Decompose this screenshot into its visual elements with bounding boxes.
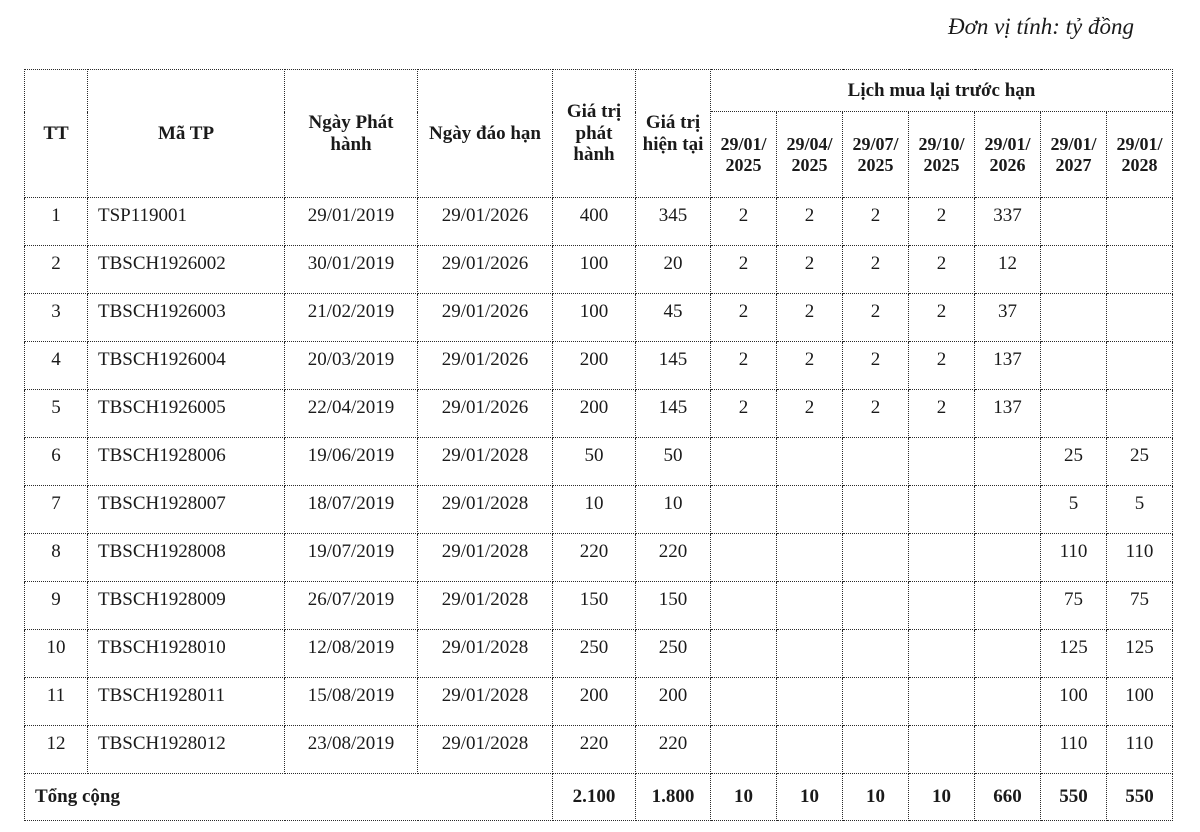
total-schedule-cell: 10 (843, 774, 909, 821)
cell-schedule: 2 (843, 246, 909, 294)
cell-schedule: 75 (1107, 582, 1173, 630)
cell-schedule: 100 (1041, 678, 1107, 726)
table-row (25, 534, 1173, 582)
cell-tt: 10 (25, 630, 88, 678)
cell-schedule: 2 (777, 390, 843, 438)
header-ma-tp: Mã TP (88, 70, 285, 198)
header-ngay-dao-han: Ngày đáo hạn (418, 70, 553, 198)
cell-schedule (777, 486, 843, 534)
cell-schedule: 2 (909, 198, 975, 246)
cell-ma-tp: TBSCH1926004 (88, 342, 285, 390)
cell-schedule (1107, 198, 1173, 246)
table-row (25, 198, 1173, 246)
cell-schedule (909, 630, 975, 678)
cell-issued-value: 220 (553, 726, 636, 774)
cell-current-value: 145 (636, 390, 711, 438)
cell-schedule: 2 (909, 294, 975, 342)
cell-issue-date: 29/01/2019 (285, 198, 418, 246)
cell-maturity-date: 29/01/2028 (418, 582, 553, 630)
cell-schedule (1041, 198, 1107, 246)
table-body (25, 198, 1173, 774)
cell-issue-date: 23/08/2019 (285, 726, 418, 774)
cell-current-value: 45 (636, 294, 711, 342)
cell-schedule (975, 534, 1041, 582)
cell-schedule: 25 (1107, 438, 1173, 486)
cell-ma-tp: TBSCH1926002 (88, 246, 285, 294)
cell-schedule: 12 (975, 246, 1041, 294)
cell-issue-date: 26/07/2019 (285, 582, 418, 630)
cell-schedule (975, 582, 1041, 630)
cell-schedule: 2 (711, 390, 777, 438)
cell-schedule: 125 (1107, 630, 1173, 678)
cell-issue-date: 19/07/2019 (285, 534, 418, 582)
cell-issued-value: 400 (553, 198, 636, 246)
cell-issued-value: 50 (553, 438, 636, 486)
cell-tt: 4 (25, 342, 88, 390)
cell-tt: 6 (25, 438, 88, 486)
cell-schedule (843, 630, 909, 678)
cell-schedule (975, 438, 1041, 486)
cell-schedule: 110 (1041, 726, 1107, 774)
cell-issued-value: 200 (553, 342, 636, 390)
cell-issued-value: 10 (553, 486, 636, 534)
table-row (25, 246, 1173, 294)
cell-schedule: 2 (777, 294, 843, 342)
header-tt: TT (25, 70, 88, 198)
table-row (25, 438, 1173, 486)
table-row (25, 486, 1173, 534)
cell-issued-value: 200 (553, 678, 636, 726)
cell-schedule (777, 678, 843, 726)
cell-schedule (777, 582, 843, 630)
cell-schedule: 2 (843, 294, 909, 342)
cell-maturity-date: 29/01/2026 (418, 198, 553, 246)
table-row (25, 630, 1173, 678)
cell-issued-value: 100 (553, 294, 636, 342)
cell-schedule (1041, 246, 1107, 294)
cell-schedule: 2 (843, 342, 909, 390)
cell-schedule (843, 582, 909, 630)
total-schedule-cell: 10 (777, 774, 843, 821)
cell-tt: 11 (25, 678, 88, 726)
cell-schedule (1107, 390, 1173, 438)
cell-maturity-date: 29/01/2028 (418, 438, 553, 486)
cell-schedule (777, 438, 843, 486)
cell-schedule (843, 678, 909, 726)
cell-schedule (1041, 294, 1107, 342)
cell-schedule (711, 630, 777, 678)
cell-current-value: 150 (636, 582, 711, 630)
cell-schedule: 75 (1041, 582, 1107, 630)
cell-schedule: 5 (1107, 486, 1173, 534)
cell-current-value: 250 (636, 630, 711, 678)
cell-schedule (909, 582, 975, 630)
cell-tt: 1 (25, 198, 88, 246)
cell-schedule: 125 (1041, 630, 1107, 678)
bond-buyback-table (24, 69, 1173, 821)
table-row (25, 678, 1173, 726)
cell-schedule (711, 582, 777, 630)
total-row (25, 774, 1173, 821)
cell-schedule (909, 534, 975, 582)
cell-tt: 9 (25, 582, 88, 630)
cell-schedule (843, 726, 909, 774)
cell-schedule: 337 (975, 198, 1041, 246)
cell-schedule (843, 486, 909, 534)
cell-schedule (975, 678, 1041, 726)
cell-schedule: 2 (909, 246, 975, 294)
cell-ma-tp: TBSCH1928006 (88, 438, 285, 486)
cell-issue-date: 18/07/2019 (285, 486, 418, 534)
total-schedule-cell: 660 (975, 774, 1041, 821)
cell-maturity-date: 29/01/2028 (418, 678, 553, 726)
cell-current-value: 50 (636, 438, 711, 486)
cell-issue-date: 30/01/2019 (285, 246, 418, 294)
cell-schedule: 2 (843, 198, 909, 246)
cell-schedule (975, 726, 1041, 774)
cell-ma-tp: TBSCH1928009 (88, 582, 285, 630)
table-row (25, 726, 1173, 774)
cell-issue-date: 15/08/2019 (285, 678, 418, 726)
cell-tt: 12 (25, 726, 88, 774)
total-schedule-cell: 550 (1041, 774, 1107, 821)
cell-ma-tp: TBSCH1928007 (88, 486, 285, 534)
cell-issued-value: 100 (553, 246, 636, 294)
cell-schedule (909, 678, 975, 726)
cell-schedule: 2 (843, 390, 909, 438)
cell-issued-value: 220 (553, 534, 636, 582)
cell-schedule (711, 534, 777, 582)
cell-current-value: 20 (636, 246, 711, 294)
cell-schedule: 100 (1107, 678, 1173, 726)
total-schedule-cell: 10 (711, 774, 777, 821)
cell-schedule (711, 726, 777, 774)
cell-schedule: 110 (1107, 534, 1173, 582)
cell-schedule: 25 (1041, 438, 1107, 486)
header-ngay-phat-hanh: Ngày Phát hành (285, 70, 418, 198)
cell-maturity-date: 29/01/2028 (418, 486, 553, 534)
table-row (25, 294, 1173, 342)
cell-schedule (909, 438, 975, 486)
cell-schedule (1107, 246, 1173, 294)
cell-current-value: 220 (636, 534, 711, 582)
cell-tt: 3 (25, 294, 88, 342)
total-schedule-cell: 550 (1107, 774, 1173, 821)
cell-ma-tp: TBSCH1928010 (88, 630, 285, 678)
cell-schedule (711, 438, 777, 486)
cell-schedule (1107, 294, 1173, 342)
unit-note: Đơn vị tính: tỷ đồng (947, 14, 1134, 39)
cell-schedule (777, 630, 843, 678)
cell-schedule: 110 (1107, 726, 1173, 774)
header-lich-mua-lai: Lịch mua lại trước hạn (711, 70, 1173, 112)
cell-schedule: 2 (777, 246, 843, 294)
cell-schedule: 2 (711, 342, 777, 390)
cell-maturity-date: 29/01/2028 (418, 534, 553, 582)
header-row-1 (25, 70, 1173, 112)
cell-maturity-date: 29/01/2028 (418, 630, 553, 678)
cell-issue-date: 22/04/2019 (285, 390, 418, 438)
cell-ma-tp: TBSCH1928011 (88, 678, 285, 726)
header-gia-tri-phat-hanh: Giá trị phát hành (553, 70, 636, 198)
header-date-3: 29/07/ 2025 (843, 112, 909, 198)
cell-schedule (1041, 390, 1107, 438)
cell-schedule (777, 726, 843, 774)
cell-current-value: 145 (636, 342, 711, 390)
header-date-5: 29/01/ 2026 (975, 112, 1041, 198)
cell-maturity-date: 29/01/2026 (418, 390, 553, 438)
cell-schedule: 5 (1041, 486, 1107, 534)
cell-tt: 2 (25, 246, 88, 294)
cell-ma-tp: TBSCH1928012 (88, 726, 285, 774)
cell-schedule (777, 534, 843, 582)
header-date-2: 29/04/ 2025 (777, 112, 843, 198)
total-label: Tổng cộng (25, 774, 553, 821)
cell-schedule: 2 (711, 294, 777, 342)
cell-current-value: 10 (636, 486, 711, 534)
table-row (25, 390, 1173, 438)
cell-tt: 5 (25, 390, 88, 438)
cell-schedule (1041, 342, 1107, 390)
cell-maturity-date: 29/01/2026 (418, 294, 553, 342)
cell-schedule (711, 486, 777, 534)
cell-schedule: 137 (975, 342, 1041, 390)
cell-schedule (1107, 342, 1173, 390)
header-date-1: 29/01/ 2025 (711, 112, 777, 198)
cell-schedule (909, 726, 975, 774)
cell-maturity-date: 29/01/2026 (418, 246, 553, 294)
cell-schedule (843, 438, 909, 486)
cell-issued-value: 150 (553, 582, 636, 630)
cell-schedule (843, 534, 909, 582)
cell-issue-date: 21/02/2019 (285, 294, 418, 342)
cell-schedule: 2 (777, 198, 843, 246)
cell-schedule (909, 486, 975, 534)
cell-schedule: 2 (711, 198, 777, 246)
cell-schedule: 37 (975, 294, 1041, 342)
cell-schedule: 2 (777, 342, 843, 390)
cell-issued-value: 250 (553, 630, 636, 678)
total-current-value: 1.800 (636, 774, 711, 821)
cell-schedule: 110 (1041, 534, 1107, 582)
cell-schedule: 137 (975, 390, 1041, 438)
cell-schedule (975, 630, 1041, 678)
cell-schedule (975, 486, 1041, 534)
header-date-7: 29/01/ 2028 (1107, 112, 1173, 198)
cell-tt: 7 (25, 486, 88, 534)
cell-schedule (711, 678, 777, 726)
cell-maturity-date: 29/01/2028 (418, 726, 553, 774)
cell-schedule: 2 (711, 246, 777, 294)
cell-issue-date: 12/08/2019 (285, 630, 418, 678)
cell-issued-value: 200 (553, 390, 636, 438)
cell-ma-tp: TBSCH1928008 (88, 534, 285, 582)
total-schedule-cell: 10 (909, 774, 975, 821)
cell-current-value: 345 (636, 198, 711, 246)
cell-schedule: 2 (909, 390, 975, 438)
header-date-6: 29/01/ 2027 (1041, 112, 1107, 198)
cell-ma-tp: TSP119001 (88, 198, 285, 246)
cell-current-value: 220 (636, 726, 711, 774)
cell-current-value: 200 (636, 678, 711, 726)
cell-ma-tp: TBSCH1926005 (88, 390, 285, 438)
cell-issue-date: 20/03/2019 (285, 342, 418, 390)
cell-tt: 8 (25, 534, 88, 582)
cell-issue-date: 19/06/2019 (285, 438, 418, 486)
cell-ma-tp: TBSCH1926003 (88, 294, 285, 342)
table-row (25, 582, 1173, 630)
header-gia-tri-hien-tai: Giá trị hiện tại (636, 70, 711, 198)
header-date-4: 29/10/ 2025 (909, 112, 975, 198)
table-row (25, 342, 1173, 390)
cell-maturity-date: 29/01/2026 (418, 342, 553, 390)
cell-schedule: 2 (909, 342, 975, 390)
total-issued-value: 2.100 (553, 774, 636, 821)
